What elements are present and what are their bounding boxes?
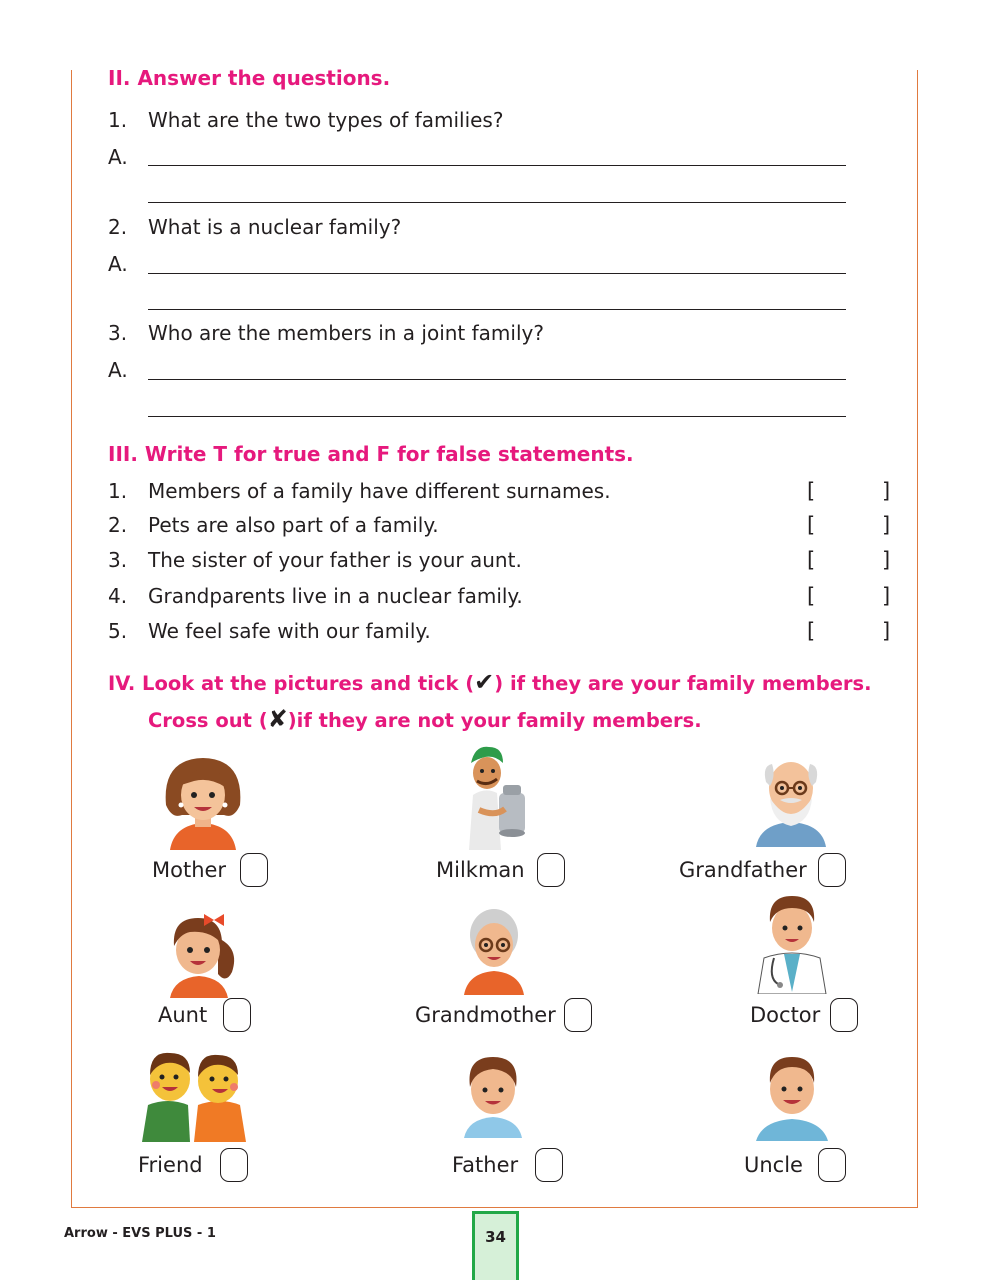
person-label: Father <box>452 1153 519 1177</box>
section-4-heading-line2 <box>148 705 702 733</box>
question-text: Who are the members in a joint family? <box>148 321 544 345</box>
person-label: Grandmother <box>415 1003 556 1027</box>
answer-line[interactable] <box>148 416 846 417</box>
section-2-heading: II. Answer the questions. <box>108 66 391 90</box>
grandfather-icon <box>752 752 830 847</box>
milkman-icon <box>465 745 535 850</box>
tick-icon: ✔ <box>474 668 495 696</box>
statement-text: Members of a family have different surnames. <box>148 479 611 503</box>
section-4-heading-line1 <box>108 668 872 696</box>
mother-icon <box>160 755 246 850</box>
answer-line[interactable] <box>148 165 846 166</box>
statement-number: 4. <box>108 584 128 608</box>
heading-text: IV. Look at the pictures and tick ( <box>108 672 475 695</box>
aunt-checkbox[interactable] <box>223 998 251 1032</box>
answer-bracket-open[interactable]: [ <box>807 584 816 608</box>
person-label: Mother <box>152 858 227 882</box>
answer-label: A. <box>108 358 128 382</box>
question-number: 3. <box>108 321 128 345</box>
question-text: What are the two types of families? <box>148 108 504 132</box>
cross-icon: ✘ <box>267 705 288 733</box>
grandmother-icon <box>460 905 528 995</box>
grandmother-checkbox[interactable] <box>564 998 592 1032</box>
person-label: Grandfather <box>679 858 807 882</box>
statement-number: 2. <box>108 513 128 537</box>
answer-label: A. <box>108 145 128 169</box>
person-label: Aunt <box>158 1003 208 1027</box>
answer-label: A. <box>108 252 128 276</box>
mother-checkbox[interactable] <box>240 853 268 887</box>
answer-line[interactable] <box>148 202 846 203</box>
grandfather-checkbox[interactable] <box>818 853 846 887</box>
statement-number: 3. <box>108 548 128 572</box>
answer-bracket-open[interactable]: [ <box>807 513 816 537</box>
question-number: 2. <box>108 215 128 239</box>
person-label: Uncle <box>744 1153 803 1177</box>
question-number: 1. <box>108 108 128 132</box>
answer-bracket-open[interactable]: [ <box>807 479 816 503</box>
friends-icon <box>142 1047 247 1142</box>
friend-checkbox[interactable] <box>220 1148 248 1182</box>
statement-text: We feel safe with our family. <box>148 619 431 643</box>
uncle-icon <box>754 1053 830 1141</box>
uncle-checkbox[interactable] <box>818 1148 846 1182</box>
answer-bracket-open[interactable]: [ <box>807 548 816 572</box>
doctor-checkbox[interactable] <box>830 998 858 1032</box>
person-label: Milkman <box>436 858 525 882</box>
question-text: What is a nuclear family? <box>148 215 402 239</box>
answer-line[interactable] <box>148 379 846 380</box>
answer-bracket-close[interactable]: ] <box>882 479 891 503</box>
statement-text: The sister of your father is your aunt. <box>148 548 522 572</box>
answer-line[interactable] <box>148 273 846 274</box>
person-label: Friend <box>138 1153 203 1177</box>
person-label: Doctor <box>750 1003 821 1027</box>
answer-line[interactable] <box>148 309 846 310</box>
milkman-checkbox[interactable] <box>537 853 565 887</box>
heading-text: Cross out ( <box>148 709 268 732</box>
book-title: Arrow - EVS PLUS - 1 <box>64 1226 216 1241</box>
page-number: 34 <box>485 1228 506 1246</box>
statement-text: Pets are also part of a family. <box>148 513 439 537</box>
answer-bracket-close[interactable]: ] <box>882 548 891 572</box>
statement-number: 1. <box>108 479 128 503</box>
section-3-heading: III. Write T for true and F for false statements. <box>108 442 634 466</box>
answer-bracket-close[interactable]: ] <box>882 584 891 608</box>
doctor-icon <box>756 892 828 994</box>
heading-text: )if they are not your family members. <box>287 709 702 732</box>
statement-number: 5. <box>108 619 128 643</box>
father-checkbox[interactable] <box>535 1148 563 1182</box>
answer-bracket-open[interactable]: [ <box>807 619 816 643</box>
page-number-box <box>472 1211 519 1280</box>
heading-text: ) if they are your family members. <box>494 672 872 695</box>
statement-text: Grandparents live in a nuclear family. <box>148 584 523 608</box>
answer-bracket-close[interactable]: ] <box>882 513 891 537</box>
answer-bracket-close[interactable]: ] <box>882 619 891 643</box>
father-icon <box>462 1053 524 1138</box>
aunt-icon <box>160 908 242 998</box>
